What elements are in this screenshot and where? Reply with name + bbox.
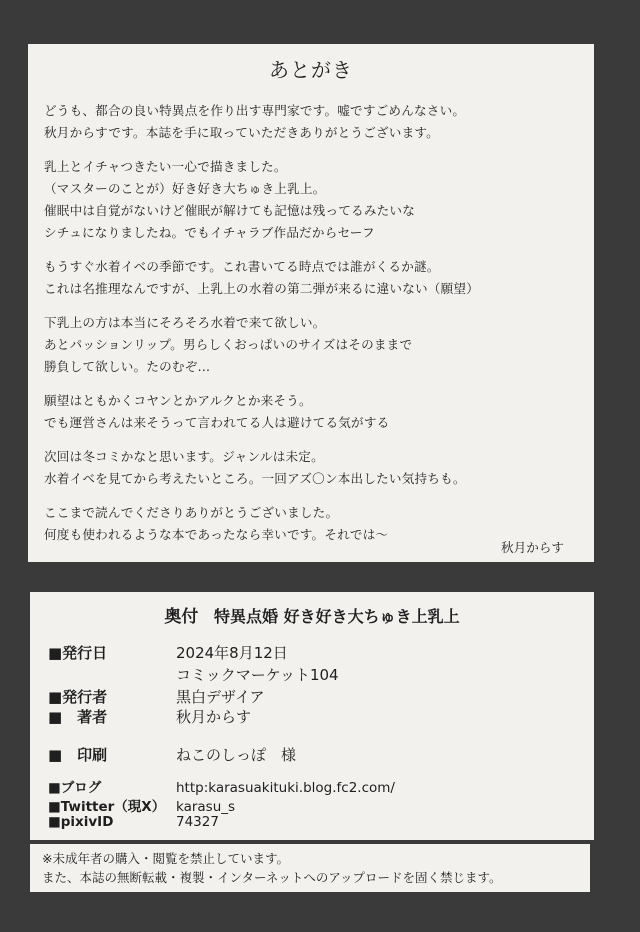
- author-label: ■ 著者: [48, 708, 108, 726]
- warning-box: [30, 844, 590, 892]
- afterword-panel: [28, 44, 594, 562]
- afterword-paragraph: [44, 256, 582, 300]
- warning-line-1: ※未成年者の購入・閲覧を禁止しています。: [42, 851, 289, 866]
- afterword-line: でも運営さんは来そうって言われてる人は避けてる気がする: [44, 415, 390, 430]
- afterword-line: 催眠中は自覚がないけど催眠が解けても記憶は残ってるみたいな: [44, 203, 416, 218]
- afterword-line: 下乳上の方は本当にそろそろ水着で来て欲しい。: [44, 315, 326, 330]
- afterword-line: ここまで読んでくださりありがとうございました。: [44, 505, 339, 520]
- author-value: 秋月からす: [176, 708, 252, 726]
- afterword-line: 何度も使われるような本であったなら幸いです。それでは～: [44, 527, 389, 542]
- twitter-handle: karasu_s: [176, 799, 236, 815]
- issue-date-row: [48, 642, 288, 663]
- twitter-label: ■Twitter（現X）: [48, 799, 166, 815]
- afterword-line: これは名推理なんですが、上乳上の水着の第二弾が来るに違いない（願望）: [44, 281, 479, 296]
- afterword-line: どうも、都合の良い特異点を作り出す専門家です。嘘ですごめんなさい。: [44, 103, 466, 118]
- afterword-line: シチュになりましたね。でもイチャラブ作品だからセーフ: [44, 225, 375, 240]
- twitter-row: [48, 795, 235, 815]
- publisher-label: ■発行者: [48, 688, 108, 706]
- issue-date-label: ■発行日: [48, 644, 108, 662]
- afterword-body: [44, 100, 582, 558]
- warning-line-2: また、本誌の無断転載・複製・インターネットへのアップロードを固く禁じます。: [42, 870, 502, 885]
- colophon-label: 奥付: [164, 607, 199, 627]
- pixiv-label: ■pixivID: [48, 814, 114, 830]
- author-row: [48, 706, 251, 727]
- afterword-paragraph: [44, 100, 582, 144]
- afterword-line: 乳上とイチャつきたい一心で描きました。: [44, 159, 287, 174]
- afterword-line: 次回は冬コミかなと思います。ジャンルは未定。: [44, 449, 324, 464]
- afterword-paragraph: [44, 446, 582, 490]
- blog-link[interactable]: http:karasuakituki.blog.fc2.com/: [176, 780, 395, 796]
- afterword-line: もうすぐ水着イベの季節です。これ書いてる時点では誰がくるか謎。: [44, 259, 440, 274]
- afterword-line: （マスターのことが）好き好き大ちゅき上乳上。: [44, 181, 326, 196]
- afterword-line: 水着イベを見てから考えたいところ。一回アズ〇ン本出したい気持ちも。: [44, 471, 466, 486]
- afterword-signature: 秋月からす: [501, 540, 564, 555]
- issue-date-value: 2024年8月12日: [176, 644, 288, 662]
- blog-label: ■ブログ: [48, 780, 102, 796]
- colophon-panel: [30, 592, 594, 840]
- afterword-paragraph: [44, 390, 582, 434]
- afterword-title: あとがき: [269, 58, 353, 82]
- afterword-paragraph: [44, 156, 582, 244]
- blog-row: [48, 776, 395, 796]
- afterword-line: 秋月からすです。本誌を手に取っていただきありがとうございます。: [44, 125, 439, 140]
- publisher-value: 黒白デザイア: [176, 688, 265, 706]
- book-title: 特異点婚 好き好き大ちゅき上乳上: [214, 607, 460, 626]
- afterword-line: あとパッションリップ。男らしくおっぱいのサイズはそのままで: [44, 337, 413, 352]
- pixiv-id: 74327: [176, 814, 219, 830]
- publisher-row: [48, 686, 265, 707]
- event-value: コミックマーケット104: [176, 666, 339, 684]
- colophon-heading: [30, 602, 594, 627]
- pixiv-row: [48, 814, 219, 830]
- afterword-line: 勝負して欲しい。たのむぞ…: [44, 359, 211, 374]
- event-row: [48, 664, 339, 685]
- printer-value: ねこのしっぽ 様: [176, 746, 297, 764]
- printer-row: [48, 744, 296, 765]
- afterword-paragraph: [44, 312, 582, 378]
- printer-label: ■ 印刷: [48, 746, 108, 764]
- afterword-line: 願望はともかくコヤンとかアルクとか来そう。: [44, 393, 312, 408]
